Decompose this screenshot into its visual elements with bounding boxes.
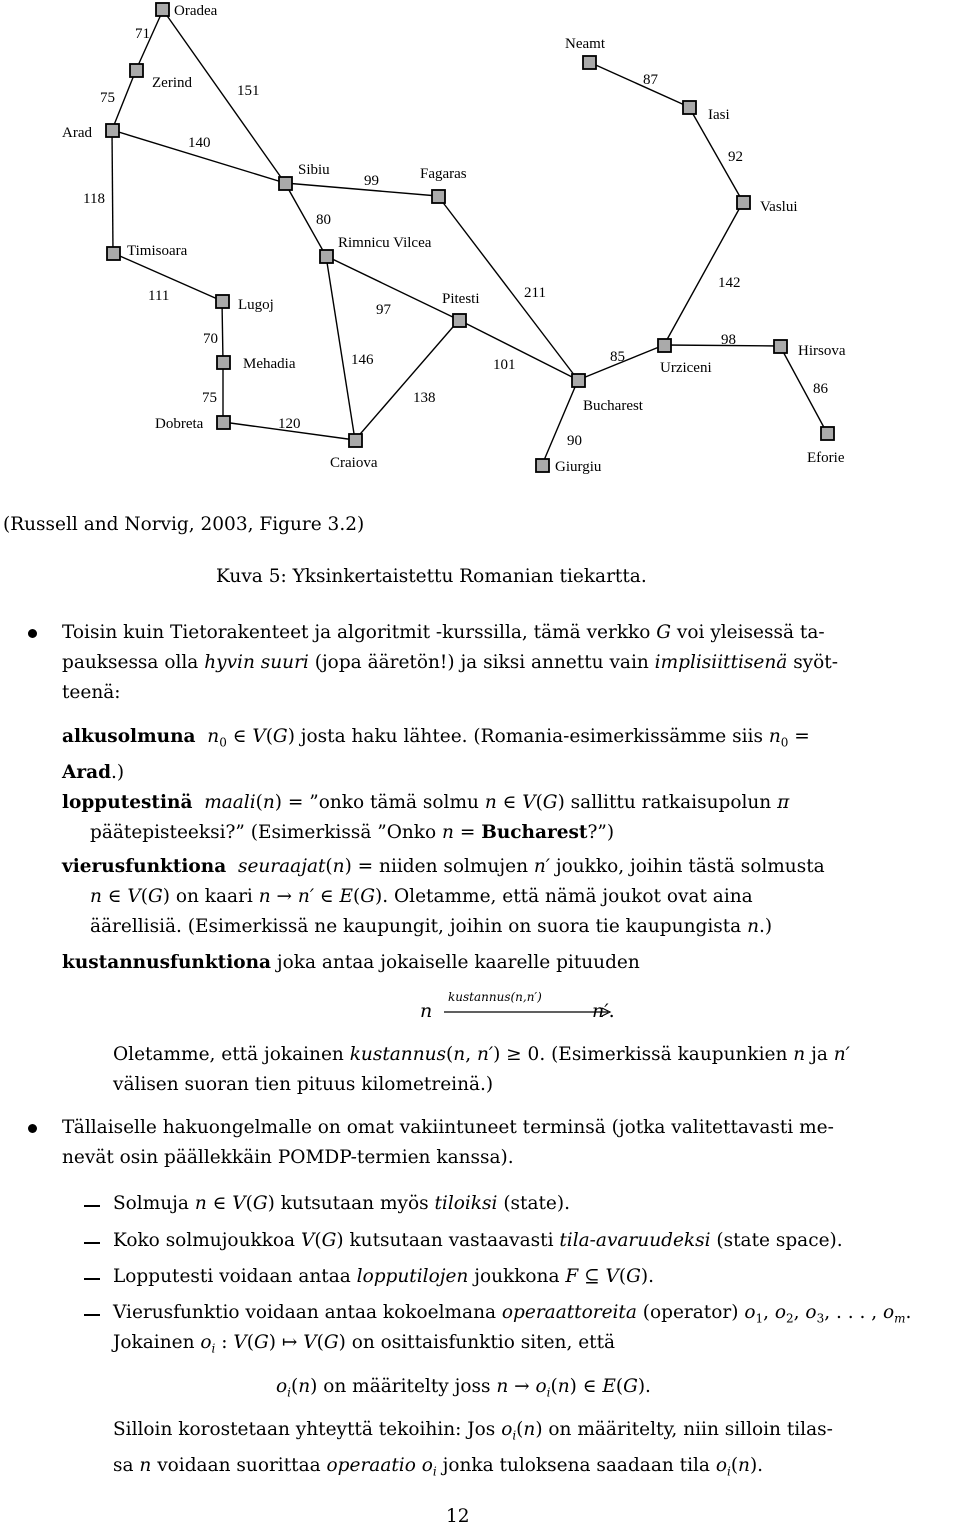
dash-marker [84, 1242, 100, 1244]
distance-label: 71 [135, 26, 150, 42]
distance-label: 75 [202, 390, 217, 406]
romania-road-map [0, 0, 960, 480]
city-node-hirsova [774, 340, 787, 353]
city-label-neamt: Neamt [565, 36, 605, 52]
city-label-hirsova: Hirsova [798, 343, 846, 359]
city-node-bucharest [572, 374, 585, 387]
distance-label: 151 [237, 83, 260, 99]
bullet-dot [28, 1124, 37, 1133]
distance-label: 90 [567, 433, 582, 449]
distance-label: 146 [351, 352, 374, 368]
distance-label: 99 [364, 173, 379, 189]
definition-cost-function: kustannusfunktiona joka antaa jokaiselle kaarelle pituuden [62, 952, 640, 973]
map-roads [112, 10, 827, 465]
distance-label: 75 [100, 90, 115, 106]
city-node-dobreta [217, 416, 230, 429]
distance-label: 138 [413, 390, 436, 406]
city-node-urziceni [658, 339, 671, 352]
distance-label: 98 [721, 332, 736, 348]
city-node-sibiu [279, 177, 292, 190]
cost-assumption: Oletamme, että jokainen kustannus(n, n′) ≥ 0. (Esimerkissä kaupunkien n ja n′ välisen suoran tien pituus kilometreinä.) [113, 1044, 850, 1095]
city-node-arad [106, 124, 119, 137]
distance-label: 101 [493, 357, 516, 373]
operator-definition-formula: $o_i(n)$ on määritelty joss $n \to o_i(n)$ ∈ E(G). [276, 1376, 651, 1400]
distance-label: 140 [188, 135, 211, 151]
city-node-oradea [156, 3, 169, 16]
city-node-giurgiu [536, 459, 549, 472]
city-node-craiova [349, 434, 362, 447]
distance-label: 80 [316, 212, 331, 228]
city-label-fagaras: Fagaras [420, 166, 467, 182]
cost-arrow-label: kustannus(n,n′) [448, 990, 542, 1004]
city-node-iasi [683, 101, 696, 114]
city-label-urziceni: Urziceni [660, 360, 712, 376]
list-item-states: Solmuja n ∈ V(G) kutsutaan myös tiloiksi (state). [113, 1193, 570, 1214]
city-label-iasi: Iasi [708, 107, 730, 123]
city-node-neamt [583, 56, 596, 69]
city-node-zerind [130, 64, 143, 77]
map-city-labels [62, 3, 846, 475]
city-label-dobreta: Dobreta [155, 416, 204, 432]
city-label-vaslui: Vaslui [760, 199, 798, 215]
city-label-sibiu: Sibiu [298, 162, 330, 178]
city-label-bucharest: Bucharest [583, 398, 643, 414]
distance-label: 97 [376, 302, 391, 318]
distance-label: 86 [813, 381, 828, 397]
figure-caption: Kuva 5: Yksinkertaistettu Romanian tiekartta. [216, 566, 647, 587]
city-label-lugoj: Lugoj [238, 297, 274, 313]
definition-successor-function: vierusfunktiona seuraajat(n) = niiden solmujen n′ joukko, joihin tästä solmusta n ∈ V(G) on kaari n → n′ ∈ E(G). Oletamme, että nämä joukot ovat aina äärellisiä. (Esimerkissä ne kaupungit, joihin on suora tie kaupungista n.) [62, 856, 825, 937]
operator-partial-function: Jokainen $o_i$ : V(G) ↦ V(G) on osittaisfunktio siten, että [113, 1332, 616, 1356]
distance-label: 120 [278, 416, 301, 432]
dash-marker [84, 1278, 100, 1280]
bullet-dot [28, 629, 37, 638]
distance-label: 118 [83, 191, 105, 207]
city-node-eforie [821, 427, 834, 440]
arrow-icon [444, 1006, 614, 1018]
city-node-pitesti [453, 314, 466, 327]
dash-marker [84, 1205, 100, 1207]
definition-goal-test: lopputestinä maali(n) = ”onko tämä solmu n ∈ V(G) sallittu ratkaisupolun π päätepisteeksi?” (Esimerkissä ”Onko n = Bucharest?”) [62, 792, 790, 843]
definition-start-node: alkusolmuna $n_0$ ∈ V(G) josta haku lähtee. (Romania-esimerkissämme siis $n_0$ = Arad.) [62, 726, 810, 783]
city-label-rimnicu-vilcea: Rimnicu Vilcea [338, 235, 432, 251]
city-node-vaslui [737, 196, 750, 209]
list-item-goal-states: Lopputesti voidaan antaa lopputilojen joukkona F ⊆ V(G). [113, 1266, 654, 1287]
bullet-paragraph-graph: Toisin kuin Tietorakenteet ja algoritmit -kurssilla, tämä verkko G voi yleisessä ta- pauksessa olla hyvin suuri (jopa ääretön!) ja siksi annettu vain implisiittisenä syöt- teenä: [62, 622, 838, 703]
city-node-rimnicu-vilcea [320, 250, 333, 263]
city-label-arad: Arad [62, 125, 92, 141]
city-label-timisoara: Timisoara [127, 243, 188, 259]
distance-label: 87 [643, 72, 658, 88]
dash-marker [84, 1314, 100, 1316]
page-number: 12 [446, 1506, 470, 1527]
distance-label: 142 [718, 275, 741, 291]
city-label-pitesti: Pitesti [442, 291, 480, 307]
list-item-state-space: Koko solmujoukkoa V(G) kutsutaan vastaavasti tila-avaruudeksi (state space). [113, 1230, 843, 1251]
distance-label: 92 [728, 149, 743, 165]
city-node-lugoj [216, 295, 229, 308]
city-label-mehadia: Mehadia [243, 356, 296, 372]
distance-label: 85 [610, 349, 625, 365]
distance-label: 111 [148, 288, 170, 304]
city-label-zerind: Zerind [152, 75, 192, 91]
figure-source: (Russell and Norvig, 2003, Figure 3.2) [3, 514, 365, 535]
distance-label: 70 [203, 331, 218, 347]
city-label-craiova: Craiova [330, 455, 378, 471]
city-label-oradea: Oradea [174, 3, 218, 19]
city-node-timisoara [107, 247, 120, 260]
list-item-operators: Vierusfunktio voidaan antaa kokoelmana operaattoreita (operator) $o_1$, $o_2$, $o_3$, . . . , $o_m$. [113, 1302, 912, 1326]
distance-label: 211 [524, 285, 546, 301]
city-node-fagaras [432, 190, 445, 203]
closing-paragraph: Silloin korostetaan yhteyttä tekoihin: Jos $o_i(n)$ on määritelty, niin silloin tilas- sa n voidaan suorittaa operaatio $o_i$ jonka tuloksena saadaan tila $o_i(n)$. [113, 1419, 833, 1479]
bullet-paragraph-terminology: Tällaiselle hakuongelmalle on omat vakiintuneet terminsä (jotka valitettavasti me- nevät osin päällekkäin POMDP-termien kanssa). [62, 1117, 834, 1168]
city-node-mehadia [217, 356, 230, 369]
cost-formula: n kustannus(n,n′) n′. [420, 990, 615, 1022]
city-label-giurgiu: Giurgiu [555, 459, 602, 475]
map-distance-labels [83, 26, 829, 449]
city-label-eforie: Eforie [807, 450, 845, 466]
